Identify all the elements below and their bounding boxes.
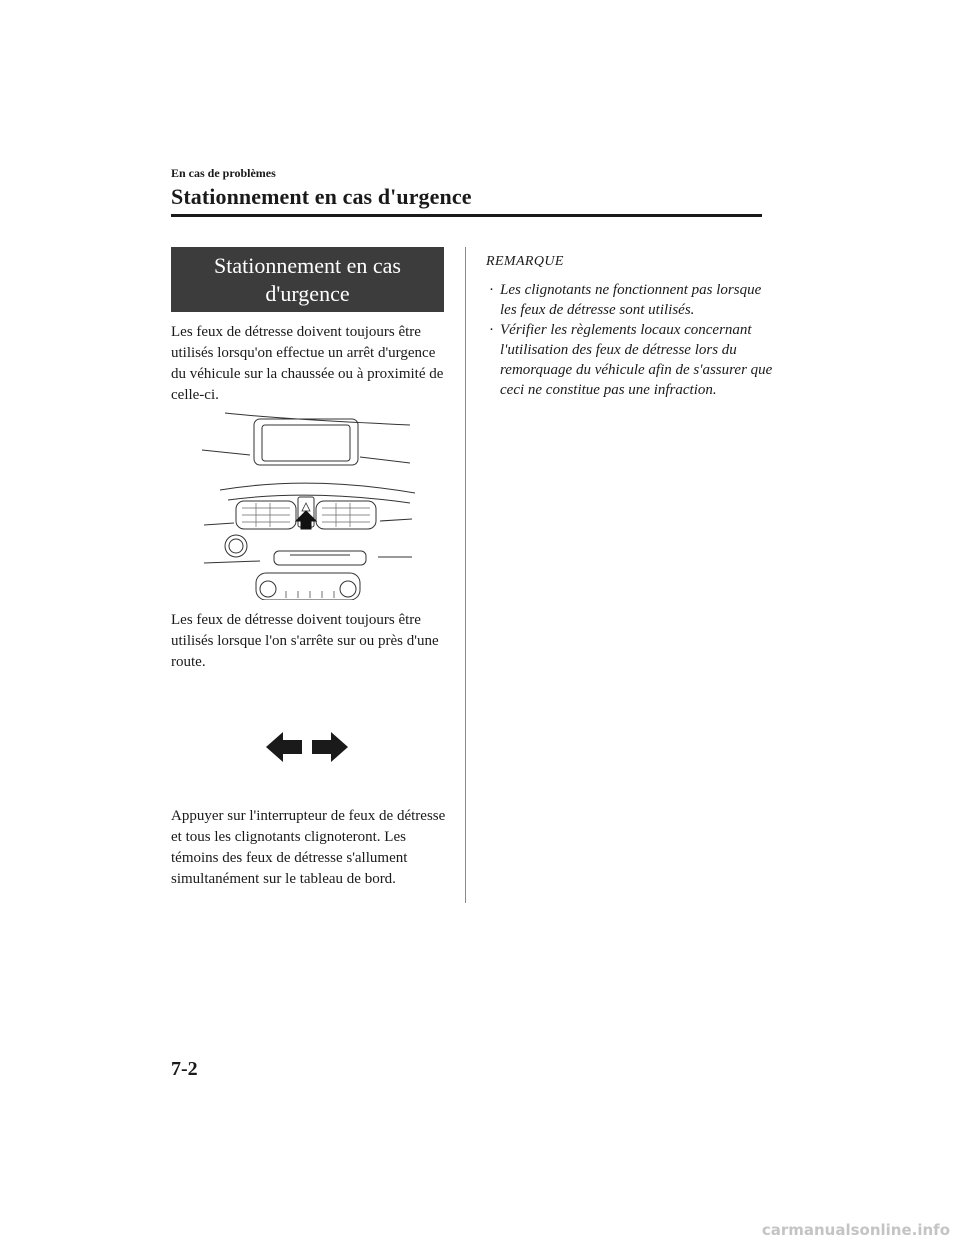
- note-text: Vérifier les règlements locaux concernant l'utilisation des feux de détresse lors du remorquage du véhicule afin de s'assurer que ceci ne constitue pas une infraction.: [500, 322, 773, 398]
- roadside-paragraph: Les feux de détresse doivent toujours être utilisés lorsque l'on s'arrête sur ou près d'une route.: [171, 612, 439, 670]
- dashboard-hazard-switch-illustration: [200, 405, 415, 600]
- bullet: ·: [489, 282, 494, 298]
- watermark: carmanualsonline.info: [761, 1221, 950, 1239]
- section-banner: [171, 247, 444, 312]
- page-title: Stationnement en cas d'urgence: [171, 184, 472, 209]
- banner-line-2: d'urgence: [265, 281, 350, 306]
- hazard-switch-paragraph: Appuyer sur l'interrupteur de feux de détresse et tous les clignotants clignoteront. Les témoins des feux de détresse s'allument simultanément sur le tableau de bord.: [171, 808, 446, 887]
- note-heading: REMARQUE: [486, 254, 564, 269]
- list-item: [486, 320, 776, 400]
- note-list: [486, 280, 776, 400]
- list-item: [486, 280, 776, 320]
- page-number: 7-2: [171, 1058, 198, 1080]
- bullet: ·: [489, 322, 494, 338]
- column-divider: [465, 247, 466, 903]
- banner-line-1: Stationnement en cas: [214, 253, 401, 278]
- chapter-label: En cas de problèmes: [171, 166, 276, 180]
- note-text: Les clignotants ne fonctionnent pas lorsque les feux de détresse sont utilisés.: [500, 282, 762, 318]
- turn-signal-arrows-icon: [266, 730, 348, 764]
- intro-paragraph: Les feux de détresse doivent toujours être utilisés lorsqu'on effectue un arrêt d'urgence du véhicule sur la chaussée ou à proximité de celle-ci.: [171, 324, 444, 403]
- title-divider: [171, 214, 762, 217]
